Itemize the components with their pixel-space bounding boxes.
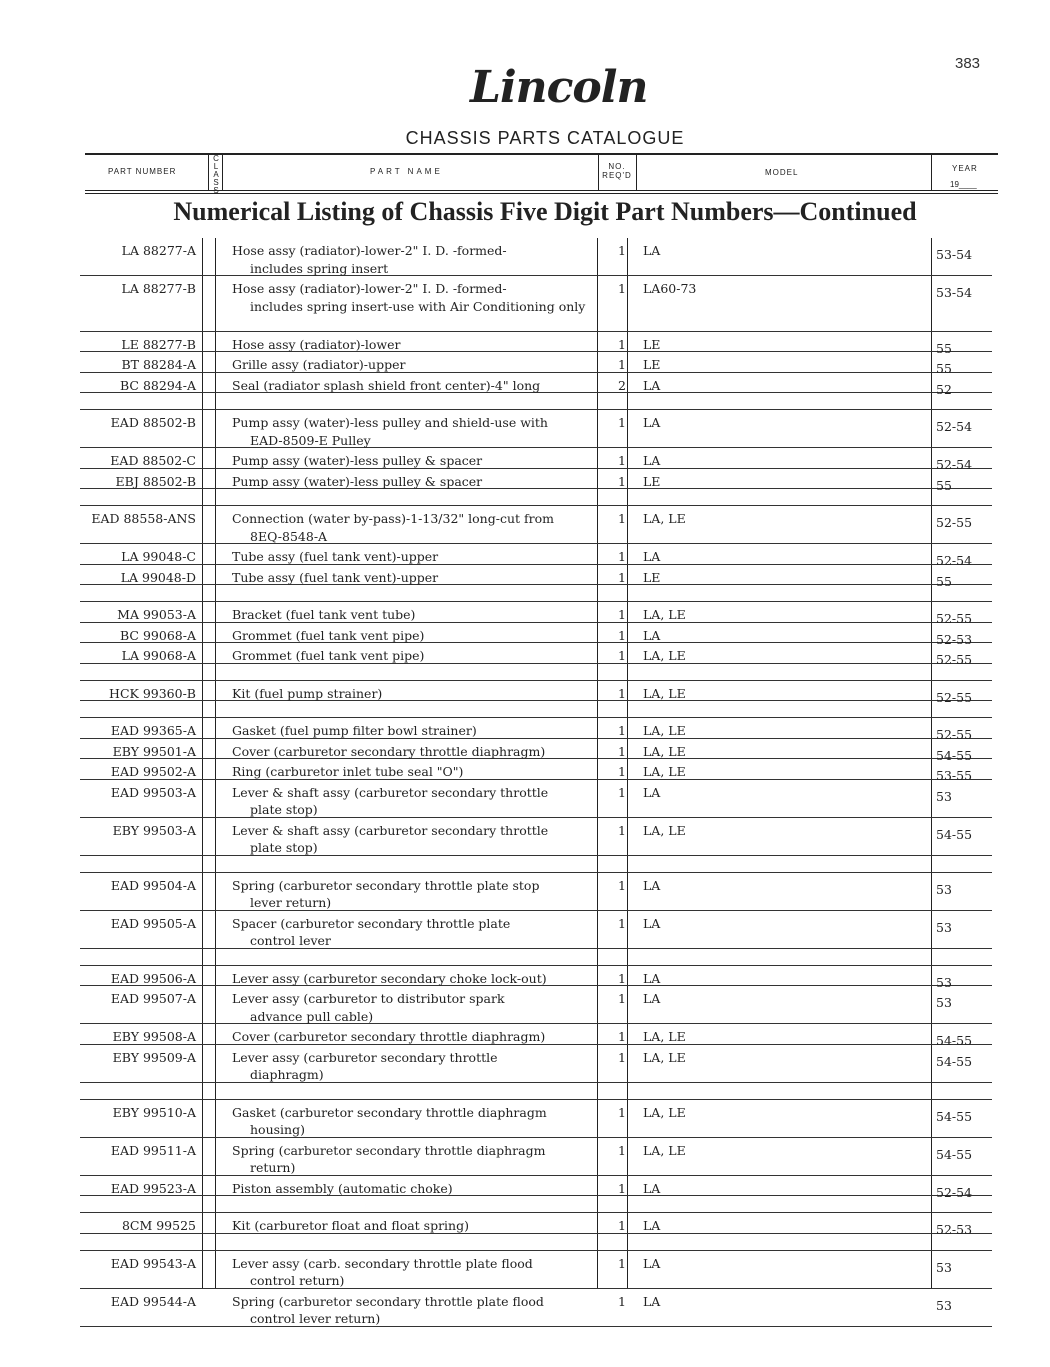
quantity-required: 1 xyxy=(618,991,626,1006)
part-name-line: Spacer (carburetor secondary throttle plate xyxy=(232,915,511,931)
quantity-required: 1 xyxy=(618,336,626,352)
part-name-continuation: advance pull cable) xyxy=(250,1008,374,1024)
model: LA xyxy=(643,970,661,986)
year: 53 xyxy=(936,995,952,1010)
part-number: LE 88277-B xyxy=(121,336,196,352)
model: LA, LE xyxy=(643,743,686,759)
model: LA, LE xyxy=(643,1029,686,1044)
part-name xyxy=(232,1255,597,1290)
table-spacer-row xyxy=(80,585,992,602)
model: LA xyxy=(643,243,661,258)
part-number: HCK 99360-B xyxy=(109,685,196,701)
quantity-required: 1 xyxy=(618,473,626,489)
part-number: BC 88294-A xyxy=(120,377,196,393)
model: LA xyxy=(643,877,661,893)
part-number: EAD 99504-A xyxy=(110,877,196,893)
table-row xyxy=(80,565,992,589)
part-name-continuation: includes spring insert xyxy=(250,260,389,276)
table-row xyxy=(80,506,992,544)
section-title: Numerical Listing of Chassis Five Digit Part Numbers—Continued xyxy=(173,197,917,226)
quantity-required: 1 xyxy=(618,1142,626,1158)
part-number: LA 88277-B xyxy=(121,281,196,296)
model: LA xyxy=(643,1255,661,1271)
part-name-line: Tube assy (fuel tank vent)-upper xyxy=(232,549,439,564)
part-name xyxy=(232,627,597,645)
table-spacer-row xyxy=(80,489,992,506)
quantity-required: 1 xyxy=(618,1029,626,1044)
part-name-line: Spring (carburetor secondary throttle plate flood xyxy=(232,1293,544,1309)
header-bottom-rule-2 xyxy=(85,193,998,194)
model: LA60-73 xyxy=(643,281,697,296)
part-number: LA 99068-A xyxy=(121,648,196,663)
part-name-line: Lever assy (carb. secondary throttle plate flood xyxy=(232,1255,533,1271)
model: LE xyxy=(643,336,661,352)
part-number: EAD 99502-A xyxy=(110,764,196,779)
quantity-required: 1 xyxy=(618,281,626,296)
part-number: EBY 99501-A xyxy=(112,743,196,759)
header-divider xyxy=(636,155,637,190)
quantity-required: 1 xyxy=(618,1218,626,1233)
header-year: YEAR xyxy=(952,164,978,173)
table-row xyxy=(80,911,992,949)
quantity-required: 1 xyxy=(618,511,626,526)
quantity-required: 1 xyxy=(618,549,626,564)
table-row xyxy=(80,780,992,818)
year: 53-54 xyxy=(936,247,973,262)
year: 55 xyxy=(936,361,952,376)
part-name-line: Gasket (carburetor secondary throttle diaphragm xyxy=(232,1104,547,1120)
part-name-line: Cover (carburetor secondary throttle diaphragm) xyxy=(232,1029,546,1044)
part-name xyxy=(232,877,597,912)
part-name-line: Lever assy (carburetor to distributor spark xyxy=(232,991,505,1006)
table-row xyxy=(80,966,992,990)
year: 55 xyxy=(936,340,952,356)
model: LA xyxy=(643,377,661,393)
model: LE xyxy=(643,569,661,585)
part-name xyxy=(232,336,597,354)
year: 52-55 xyxy=(936,689,973,705)
year: 54-55 xyxy=(936,826,973,842)
header-divider xyxy=(598,155,599,190)
table-row xyxy=(80,602,992,626)
table-row xyxy=(80,1045,992,1083)
part-name-line: Cover (carburetor secondary throttle diaphragm) xyxy=(232,743,546,759)
brand-logo: Lincoln xyxy=(470,62,648,113)
year: 53 xyxy=(936,881,952,897)
year: 55 xyxy=(936,477,952,493)
part-name xyxy=(232,452,597,470)
model: LA, LE xyxy=(643,685,686,701)
part-name xyxy=(232,1142,597,1177)
part-name xyxy=(232,1217,597,1235)
quantity-required: 1 xyxy=(618,627,626,643)
part-name-line: Pump assy (water)-less pulley and shield-use with xyxy=(232,415,548,430)
table-row xyxy=(80,986,992,1024)
header-part-name: PART NAME xyxy=(370,167,443,176)
part-name xyxy=(232,1028,597,1046)
table-row xyxy=(80,681,992,705)
header-part-number: PART NUMBER xyxy=(108,167,177,176)
part-name-line: Grommet (fuel tank vent pipe) xyxy=(232,648,425,663)
table-row xyxy=(80,759,992,783)
header-no-reqd: NO. REQ'D xyxy=(602,162,632,180)
part-number: EBY 99509-A xyxy=(112,1049,196,1065)
part-name-line: Seal (radiator splash shield front center)-4" long xyxy=(232,377,541,393)
model: LA xyxy=(643,915,661,931)
part-name xyxy=(232,685,597,703)
part-number: EAD 88558-ANS xyxy=(91,511,196,526)
header-year-prefix: 19____ xyxy=(950,180,977,189)
part-number: EAD 99365-A xyxy=(110,723,196,738)
part-name-continuation: lever return) xyxy=(250,895,332,910)
part-number: EBY 99510-A xyxy=(112,1104,196,1120)
quantity-required: 1 xyxy=(618,357,626,372)
model: LA, LE xyxy=(643,648,686,663)
part-name xyxy=(232,915,597,950)
model: LA xyxy=(643,453,661,468)
quantity-required: 1 xyxy=(618,453,626,468)
quantity-required: 1 xyxy=(618,648,626,663)
table-row xyxy=(80,332,992,356)
part-number: EAD 88502-C xyxy=(110,453,196,468)
table-row xyxy=(80,739,992,763)
part-name xyxy=(232,242,597,277)
part-name-line: Piston assembly (automatic choke) xyxy=(232,1180,453,1196)
part-name xyxy=(232,473,597,491)
part-name xyxy=(232,1049,597,1084)
part-name xyxy=(232,822,597,857)
part-name-continuation: control lever return) xyxy=(250,1311,381,1326)
year: 52-54 xyxy=(936,553,973,568)
table-spacer-row xyxy=(80,664,992,681)
part-name-continuation: control lever xyxy=(250,933,331,948)
model: LA xyxy=(643,1180,661,1196)
part-name xyxy=(232,606,597,624)
table-row xyxy=(80,873,992,911)
part-name xyxy=(232,356,597,374)
part-name-line: Spring (carburetor secondary throttle plate stop xyxy=(232,877,540,893)
part-number: EAD 99523-A xyxy=(110,1180,196,1196)
part-number: EBY 99508-A xyxy=(112,1029,196,1044)
part-number: EAD 99544-A xyxy=(110,1293,196,1309)
table-row xyxy=(80,818,992,856)
part-name xyxy=(232,1293,597,1328)
model: LA, LE xyxy=(643,822,686,838)
table-row xyxy=(80,718,992,742)
part-number: EAD 99511-A xyxy=(110,1142,196,1158)
year: 53 xyxy=(936,919,952,935)
model: LE xyxy=(643,357,661,372)
part-name-line: Gasket (fuel pump filter bowl strainer) xyxy=(232,723,477,738)
part-name-line: Kit (fuel pump strainer) xyxy=(232,685,383,701)
part-name-line: Bracket (fuel tank vent tube) xyxy=(232,607,416,622)
part-number: EAD 99503-A xyxy=(110,784,196,800)
part-name xyxy=(232,1180,597,1198)
model: LA xyxy=(643,784,661,800)
header-divider xyxy=(222,155,223,190)
part-name-line: Connection (water by-pass)-1-13/32" long-cut from xyxy=(232,511,554,526)
year: 54-55 xyxy=(936,1033,973,1048)
part-name xyxy=(232,743,597,761)
year: 52-55 xyxy=(936,727,973,742)
quantity-required: 1 xyxy=(618,1180,626,1196)
model: LA, LE xyxy=(643,1104,686,1120)
header-divider xyxy=(931,155,932,190)
quantity-required: 1 xyxy=(618,723,626,738)
table-row xyxy=(80,373,992,397)
part-name xyxy=(232,280,597,315)
part-number: EBJ 88502-B xyxy=(115,473,196,489)
quantity-required: 1 xyxy=(618,970,626,986)
year: 52-55 xyxy=(936,611,973,626)
table-spacer-row xyxy=(80,393,992,410)
year: 54-55 xyxy=(936,1108,973,1124)
header-bottom-rule xyxy=(85,190,998,191)
table-spacer-row xyxy=(80,1196,992,1213)
year: 53 xyxy=(936,1297,952,1313)
part-number: 8CM 99525 xyxy=(121,1218,196,1233)
table-row xyxy=(80,1176,992,1200)
header-model: MODEL xyxy=(765,168,799,177)
table-row xyxy=(80,469,992,493)
quantity-required: 1 xyxy=(618,743,626,759)
year: 54-55 xyxy=(936,1146,973,1162)
table-row xyxy=(80,238,992,276)
part-number: MA 99053-A xyxy=(117,607,196,622)
model: LA xyxy=(643,627,661,643)
quantity-required: 1 xyxy=(618,764,626,779)
part-number: LA 99048-D xyxy=(120,569,196,585)
part-name-continuation: plate stop) xyxy=(250,840,318,855)
part-number: LA 99048-C xyxy=(121,549,196,564)
year: 52-54 xyxy=(936,419,973,434)
table-spacer-row xyxy=(80,1083,992,1100)
part-name xyxy=(232,510,597,545)
quantity-required: 1 xyxy=(618,915,626,931)
part-name-line: Lever & shaft assy (carburetor secondary throttle xyxy=(232,822,549,838)
part-name xyxy=(232,990,597,1025)
part-name-continuation: return) xyxy=(250,1160,296,1175)
page-number: 383 xyxy=(955,55,981,72)
table-row xyxy=(80,544,992,568)
year: 53-55 xyxy=(936,768,973,783)
table-row xyxy=(80,352,992,376)
header-divider xyxy=(208,155,209,190)
catalogue-title: CHASSIS PARTS CATALOGUE xyxy=(405,128,685,148)
quantity-required: 1 xyxy=(618,243,626,258)
part-number: LA 88277-A xyxy=(121,243,196,258)
part-name-line: Lever & shaft assy (carburetor secondary throttle xyxy=(232,784,549,800)
part-name-line: Hose assy (radiator)-lower-2" I. D. -formed- xyxy=(232,243,507,258)
part-name xyxy=(232,784,597,819)
year: 54-55 xyxy=(936,747,973,763)
part-number: BT 88284-A xyxy=(121,357,196,372)
quantity-required: 1 xyxy=(618,607,626,622)
model: LA xyxy=(643,415,661,430)
year: 53 xyxy=(936,974,952,990)
year: 54-55 xyxy=(936,1053,973,1069)
part-name-line: Grille assy (radiator)-upper xyxy=(232,357,406,372)
part-number: EAD 99506-A xyxy=(110,970,196,986)
model: LA, LE xyxy=(643,764,686,779)
year: 52-53 xyxy=(936,1222,973,1237)
part-name xyxy=(232,970,597,988)
table-row xyxy=(80,623,992,647)
part-number: EBY 99503-A xyxy=(112,822,196,838)
part-name-continuation: diaphragm) xyxy=(250,1067,324,1082)
quantity-required: 2 xyxy=(618,377,626,393)
part-name-line: Pump assy (water)-less pulley & spacer xyxy=(232,453,483,468)
table-row xyxy=(80,448,992,472)
table-row xyxy=(80,276,992,332)
table-row xyxy=(80,1024,992,1048)
part-name-line: Lever assy (carburetor secondary choke lock-out) xyxy=(232,970,547,986)
part-name-continuation: includes spring insert-use with Air Conditioning only xyxy=(250,298,586,314)
table-spacer-row xyxy=(80,1234,992,1251)
quantity-required: 1 xyxy=(618,415,626,430)
year: 52-53 xyxy=(936,631,973,647)
part-name-line: Lever assy (carburetor secondary throttle xyxy=(232,1049,498,1065)
year: 55 xyxy=(936,573,952,589)
quantity-required: 1 xyxy=(618,784,626,800)
table-spacer-row xyxy=(80,949,992,966)
part-name-continuation: plate stop) xyxy=(250,802,318,817)
quantity-required: 1 xyxy=(618,822,626,838)
part-number: BC 99068-A xyxy=(120,627,196,643)
part-name xyxy=(232,569,597,587)
part-number: EAD 99505-A xyxy=(110,915,196,931)
model: LA xyxy=(643,549,661,564)
model: LA xyxy=(643,991,661,1006)
table-row xyxy=(80,1213,992,1237)
year: 53 xyxy=(936,1259,952,1275)
year: 52-55 xyxy=(936,652,973,667)
model: LA xyxy=(643,1293,661,1309)
part-number: EAD 99507-A xyxy=(110,991,196,1006)
parts-table xyxy=(80,238,992,1327)
quantity-required: 1 xyxy=(618,569,626,585)
table-row xyxy=(80,643,992,667)
table-spacer-row xyxy=(80,701,992,718)
part-name-line: Hose assy (radiator)-lower-2" I. D. -formed- xyxy=(232,281,507,296)
part-name xyxy=(232,722,597,740)
part-name-line: Hose assy (radiator)-lower xyxy=(232,336,401,352)
part-name xyxy=(232,763,597,781)
year: 53-54 xyxy=(936,285,973,300)
part-name-line: Spring (carburetor secondary throttle diaphragm xyxy=(232,1142,546,1158)
year: 52-54 xyxy=(936,1184,973,1200)
model: LA, LE xyxy=(643,511,686,526)
table-row xyxy=(80,1100,992,1138)
part-name-line: Ring (carburetor inlet tube seal "O") xyxy=(232,764,464,779)
model: LA, LE xyxy=(643,607,686,622)
quantity-required: 1 xyxy=(618,685,626,701)
quantity-required: 1 xyxy=(618,1293,626,1309)
part-name-line: Tube assy (fuel tank vent)-upper xyxy=(232,569,439,585)
quantity-required: 1 xyxy=(618,1049,626,1065)
part-name-line: Kit (carburetor float and float spring) xyxy=(232,1218,469,1233)
table-row xyxy=(80,410,992,448)
model: LA xyxy=(643,1218,661,1233)
model: LA, LE xyxy=(643,1142,686,1158)
model: LE xyxy=(643,473,661,489)
year: 53 xyxy=(936,788,952,804)
part-name-line: Pump assy (water)-less pulley & spacer xyxy=(232,473,483,489)
part-number: EAD 99543-A xyxy=(110,1255,196,1271)
year: 52-55 xyxy=(936,515,973,530)
part-name-continuation: control return) xyxy=(250,1273,345,1288)
header-class: CLASS xyxy=(213,154,219,195)
part-name xyxy=(232,647,597,665)
model: LA, LE xyxy=(643,1049,686,1065)
part-name-line: Grommet (fuel tank vent pipe) xyxy=(232,627,425,643)
model: LA, LE xyxy=(643,723,686,738)
quantity-required: 1 xyxy=(618,1255,626,1271)
year: 52 xyxy=(936,381,952,397)
part-name-continuation: housing) xyxy=(250,1122,305,1137)
part-name-continuation: 8EQ-8548-A xyxy=(250,528,328,544)
table-spacer-row xyxy=(80,856,992,873)
part-name xyxy=(232,1104,597,1139)
quantity-required: 1 xyxy=(618,877,626,893)
part-name xyxy=(232,414,597,449)
part-number: EAD 88502-B xyxy=(110,415,196,430)
table-row xyxy=(80,1289,992,1327)
year: 52-54 xyxy=(936,457,973,472)
quantity-required: 1 xyxy=(618,1104,626,1120)
part-name-continuation: EAD-8509-E Pulley xyxy=(250,432,371,448)
part-name xyxy=(232,548,597,566)
table-row xyxy=(80,1138,992,1176)
table-row xyxy=(80,1251,992,1289)
part-name xyxy=(232,377,597,395)
